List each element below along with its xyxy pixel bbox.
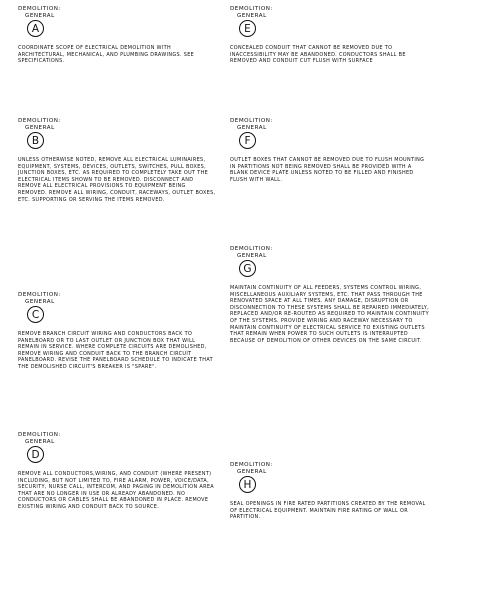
note-subheader: GENERAL	[25, 299, 55, 305]
note-subheader: GENERAL	[25, 125, 55, 131]
demolition-note-g	[230, 246, 430, 344]
note-subheader: GENERAL	[237, 253, 267, 259]
note-header: DEMOLITION:	[18, 292, 61, 298]
note-tag-circle: A	[27, 20, 44, 37]
note-subheader: GENERAL	[237, 125, 267, 131]
note-text: MAINTAIN CONTINUITY OF ALL FEEDERS, SYSTEMS CONTROL WIRING, MISCELLANEOUS AUXILIARY SYSTEMS, ETC. THAT PASS THROUGH THE RENOVATED SPACE AT ALL TIMES. ANY DAMAGE, DISRUPTION OR DISCONNECTION TO THESE SYSTEMS SHALL BE REPAIRED IMMEDIATELY, REPLACED AND/OR RE-ROUTED AS REQUIRED TO MAINTAIN CONTINUITY OF THE SYSTEMS. PROVIDE WIRING AND RACEWAY NECESSARY TO MAINTAIN CONTINUITY OF ELECTRICAL SERVICE TO EXISTING OUTLETS THAT REMAIN WHEN POWER TO SUCH OUTLETS IS INTERRUPTED BECAUSE OF DEMOLITION OF OTHER DEVICES ON THE SAME CIRCUIT.	[230, 285, 429, 344]
note-header: DEMOLITION:	[230, 118, 273, 124]
note-tag-circle: G	[239, 260, 256, 277]
demolition-note-h	[230, 462, 430, 521]
note-header: DEMOLITION:	[18, 6, 61, 12]
note-tag-circle: C	[27, 306, 44, 323]
note-subheader: GENERAL	[237, 13, 267, 19]
note-tag-circle: F	[239, 132, 256, 149]
note-tag-circle: H	[239, 476, 256, 493]
note-text: REMOVE BRANCH CIRCUIT WIRING AND CONDUCTORS BACK TO PANELBOARD OR TO LAST OUTLET OR JUNCTION BOX THAT WILL REMAIN IN SERVICE. WHERE COMPLETE CIRCUITS ARE DEMOLISHED, REMOVE WIRING AND CONDUIT BACK TO THE BRANCH CIRCUIT PANELBOARD. REVISE THE PANELBOARD SCHEDULE TO INDICATE THAT THE DEMOLISHED CIRCUIT'S BREAKER IS "SPARE".	[18, 331, 213, 370]
note-subheader: GENERAL	[25, 439, 55, 445]
note-tag-circle: B	[27, 132, 44, 149]
note-header: DEMOLITION:	[18, 118, 61, 124]
note-subheader: GENERAL	[25, 13, 55, 19]
demolition-note-b	[18, 118, 216, 203]
note-text: SEAL OPENINGS IN FIRE RATED PARTITIONS CREATED BY THE REMOVAL OF ELECTRICAL EQUIPMENT. MAINTAIN FIRE RATING OF WALL OR PARTITION.	[230, 501, 426, 521]
note-subheader: GENERAL	[237, 469, 267, 475]
note-tag-circle: D	[27, 446, 44, 463]
demolition-note-e	[230, 6, 430, 65]
note-text: COORDINATE SCOPE OF ELECTRICAL DEMOLITION WITH ARCHITECTURAL, MECHANICAL, AND PLUMBING DRAWINGS. SEE SPECIFICATIONS.	[18, 45, 195, 65]
demolition-note-c	[18, 292, 216, 371]
note-header: DEMOLITION:	[230, 462, 273, 468]
note-text: CONCEALED CONDUIT THAT CANNOT BE REMOVED DUE TO INACCESSIBILITY MAY BE ABANDONED. CONDUCTORS SHALL BE REMOVED AND CONDUIT CUT FLUSH WITH SURFACE	[230, 45, 406, 65]
note-header: DEMOLITION:	[230, 246, 273, 252]
note-header: DEMOLITION:	[18, 432, 61, 438]
demolition-note-a	[18, 6, 216, 65]
demolition-note-f	[230, 118, 430, 183]
demolition-note-d	[18, 432, 216, 511]
note-text: OUTLET BOXES THAT CANNOT BE REMOVED DUE TO FLUSH MOUNTING IN PARTITIONS NOT BEING REMOVED SHALL BE PROVIDED WITH A BLANK DEVICE PLATE UNLESS NOTED TO BE FILLED AND FINISHED FLUSH WITH WALL.	[230, 157, 425, 183]
note-text: UNLESS OTHERWISE NOTED, REMOVE ALL ELECTRICAL LUMINAIRES, EQUIPMENT, SYSTEMS, DEVICES, OUTLETS, SWITCHES, PULL BOXES, JUNCTION BOXES, ETC. AS REQUIRED TO COMPLETELY TAKE OUT THE ELECTRICAL ITEMS SHOWN TO BE REMOVED. DISCONNECT AND REMOVE ALL ELECTRICAL PROVISIONS TO EQUIPMENT BEING REMOVED. REMOVE ALL WIRING, CONDUIT, RACEWAYS, OUTLET BOXES, ETC. SUPPORTING OR SERVING THE ITEMS REMOVED.	[18, 157, 216, 203]
note-header: DEMOLITION:	[230, 6, 273, 12]
note-tag-circle: E	[239, 20, 256, 37]
note-text: REMOVE ALL CONDUCTORS,WIRING, AND CONDUIT (WHERE PRESENT) INCLUDING, BUT NOT LIMITED TO, FIRE ALARM, POWER, VOICE/DATA, SECURITY, NURSE CALL, INTERCOM, AND PAGING IN DEMOLITION AREA THAT ARE NO LONGER IN USE OR ALREADY ABANDONED. NO CONDUCTORS OR CABLES SHALL BE ABANDONED IN PLACE. REMOVE EXISTING WIRING AND CONDUIT BACK TO SOURCE.	[18, 471, 214, 510]
